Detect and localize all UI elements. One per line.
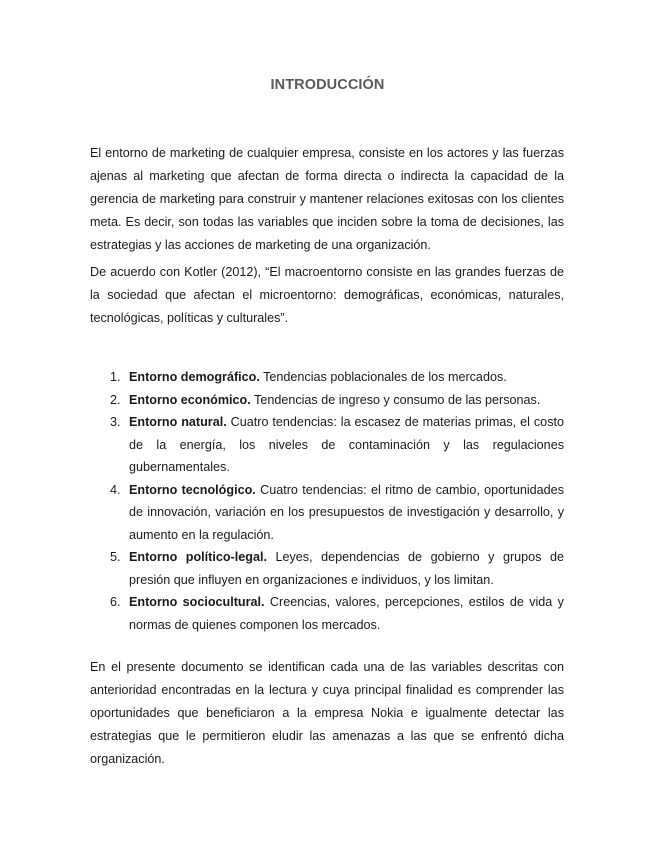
list-item-number: 3. bbox=[110, 415, 121, 429]
page-title: INTRODUCCIÓN bbox=[270, 77, 385, 93]
list-item-number: 1. bbox=[110, 370, 121, 384]
list-item-text: Tendencias poblacionales de los mercados. bbox=[259, 370, 507, 384]
environment-list bbox=[90, 366, 564, 636]
kotler-quote-paragraph: De acuerdo con Kotler (2012), “El macroentorno consiste en las grandes fuerzas de la sociedad que afectan el microentorno: demográficas, económicas, naturales, tecnológicas, políticas y culturales”. bbox=[90, 265, 564, 325]
list-item-text: Cuatro tendencias: la escasez de materias primas, el costo de la energía, los niveles de contaminación y las regulaciones gubernamentales. bbox=[129, 415, 564, 474]
list-item-term: Entorno tecnológico. bbox=[129, 482, 256, 497]
list-item bbox=[90, 591, 564, 636]
list-item bbox=[90, 411, 564, 479]
list-item-number: 5. bbox=[110, 550, 121, 564]
conclusion-paragraph: En el presente documento se identifican cada una de las variables descritas con anterioridad encontradas en la lectura y cuya principal finalidad es comprender las oportunidades que beneficiaron a la empresa Nokia e igualmente detectar las estrategias que le permitieron eludir las amenazas a las que se enfrentó dicha organización. bbox=[90, 660, 564, 766]
list-item bbox=[90, 479, 564, 547]
list-item-number: 6. bbox=[110, 595, 121, 609]
list-item-term: Entorno económico. bbox=[129, 392, 251, 407]
list-item-text: Leyes, dependencias de gobierno y grupos de presión que influyen en organizaciones e individuos, y los limitan. bbox=[129, 550, 564, 587]
list-item bbox=[90, 389, 564, 412]
list-item-text: Cuatro tendencias: el ritmo de cambio, oportunidades de innovación, variación en los presupuestos de investigación y desarrollo, y aumento en la regulación. bbox=[129, 482, 564, 542]
list-item-term: Entorno político-legal. bbox=[129, 550, 267, 564]
list-item bbox=[90, 546, 564, 591]
list-item-term: Entorno demográfico. bbox=[129, 370, 260, 384]
list-item-text: Tendencias de ingreso y consumo de las personas. bbox=[250, 392, 541, 407]
list-item-text: Creencias, valores, percepciones, estilos de vida y normas de quienes componen los mercados. bbox=[129, 595, 564, 632]
intro-paragraph: El entorno de marketing de cualquier empresa, consiste en los actores y las fuerzas ajenas al marketing que afectan de forma directa o indirecta la capacidad de la gerencia de marketing para construir y mantener relaciones exitosas con los clientes meta. Es decir, son todas las variables que inciden sobre la toma de decisiones, las estrategias y las acciones de marketing de una organización. bbox=[90, 146, 564, 252]
list-item-term: Entorno sociocultural. bbox=[129, 595, 265, 609]
list-item-term: Entorno natural. bbox=[129, 415, 227, 429]
list-item bbox=[90, 366, 564, 389]
list-item-number: 2. bbox=[110, 392, 121, 407]
list-item-number: 4. bbox=[110, 482, 121, 497]
